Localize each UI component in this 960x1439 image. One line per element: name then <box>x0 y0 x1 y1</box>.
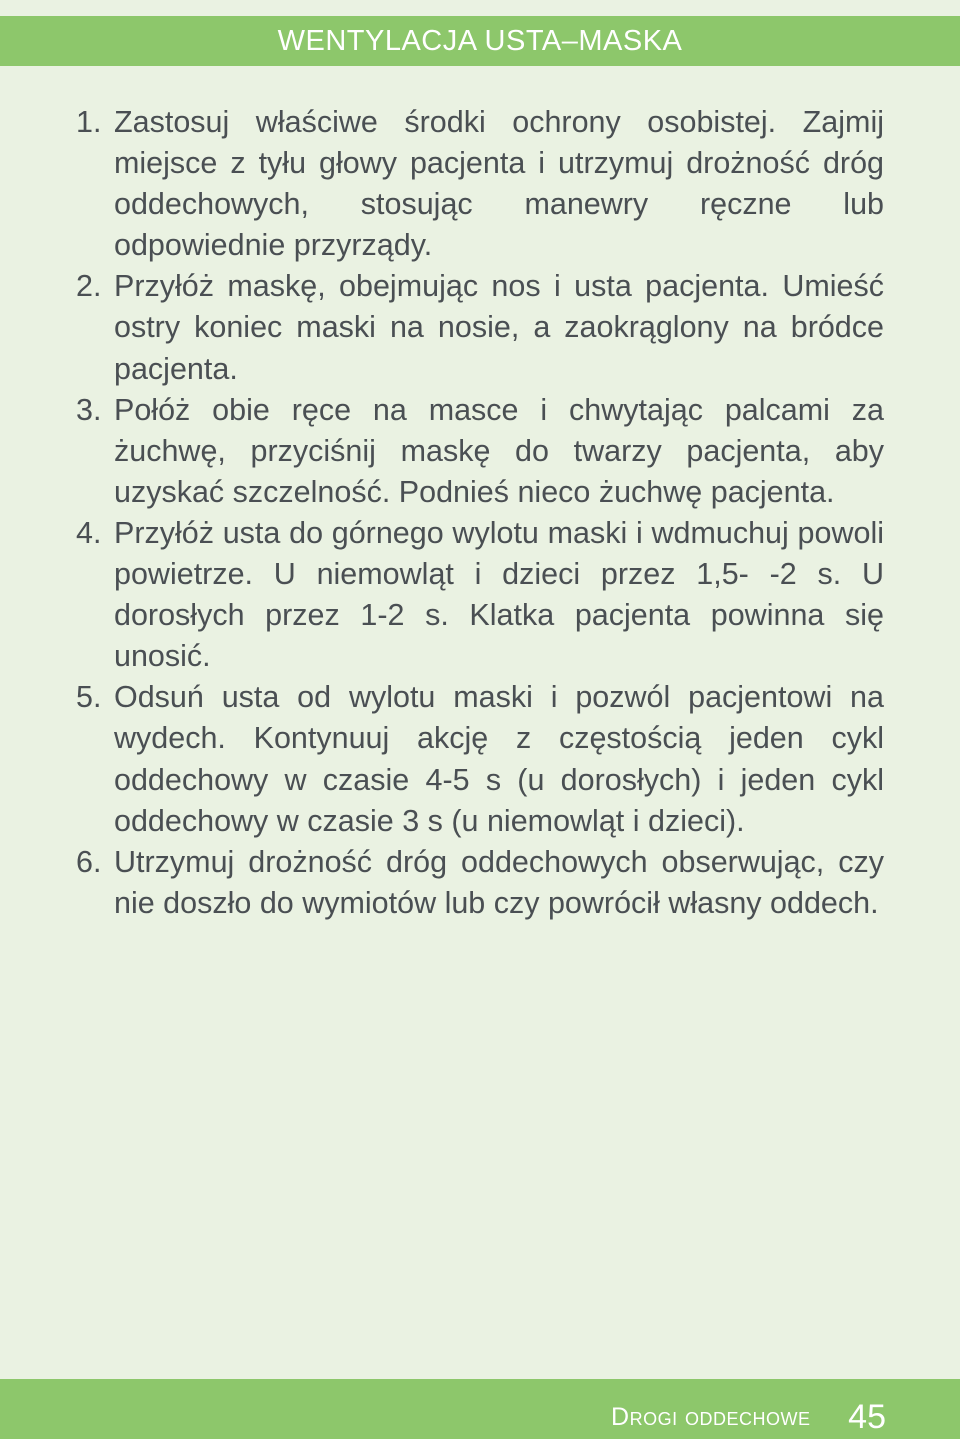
step-number: 2. <box>76 269 102 304</box>
step-number: 1. <box>76 105 102 139</box>
step-text: Przyłóż maskę, obejmując nos i usta pacjenta. Umieść ostry koniec maski na nosie, a zaokrąglony na bródce pacjenta. <box>114 269 884 386</box>
step-text: Połóż obie ręce na masce i chwytając palcami za żuchwę, przyciśnij maskę do twarzy pacjenta, aby uzyskać szczelność. Podnieś nieco żuchwę pacjenta. <box>114 392 884 509</box>
list-item <box>70 102 884 266</box>
steps-list <box>70 102 884 924</box>
list-item <box>70 677 884 841</box>
list-item <box>70 842 884 924</box>
step-number: 5. <box>76 680 102 715</box>
step-text: Przyłóż usta do górnego wylotu maski i wdmuchuj powoli powietrze. U niemowląt i dzieci przez 1,5- -2 s. U dorosłych przez 1-2 s. Klatka pacjenta powinna się unosić. <box>114 515 884 674</box>
page-title: WENTYLACJA USTA–MASKA <box>277 25 683 57</box>
step-text: Odsuń usta od wylotu maski i pozwól pacjentowi na wydech. Kontynuuj akcję z częstością jeden cykl oddechowy w czasie 4-5 s (u dorosłych) i jeden cykl oddechowy w czasie 3 s (u niemowląt i dzieci). <box>114 680 884 838</box>
list-item <box>70 266 884 389</box>
step-text: Zastosuj właściwe środki ochrony osobistej. Zajmij miejsce z tyłu głowy pacjenta i utrzymuj drożność dróg oddechowych, stosując manewry ręczne lub odpowiednie przyrządy. <box>114 105 884 263</box>
list-item <box>70 513 884 677</box>
step-text: Utrzymuj drożność dróg oddechowych obserwując, czy nie doszło do wymiotów lub czy powrócił własny oddech. <box>114 844 884 920</box>
list-item <box>70 390 884 513</box>
section-name: Drogi oddechowe <box>611 1403 811 1431</box>
section-title <box>611 1397 884 1437</box>
step-number: 3. <box>76 392 102 427</box>
step-number: 4. <box>76 515 102 550</box>
step-number: 6. <box>76 844 102 879</box>
page-number: 45 <box>848 1398 886 1436</box>
